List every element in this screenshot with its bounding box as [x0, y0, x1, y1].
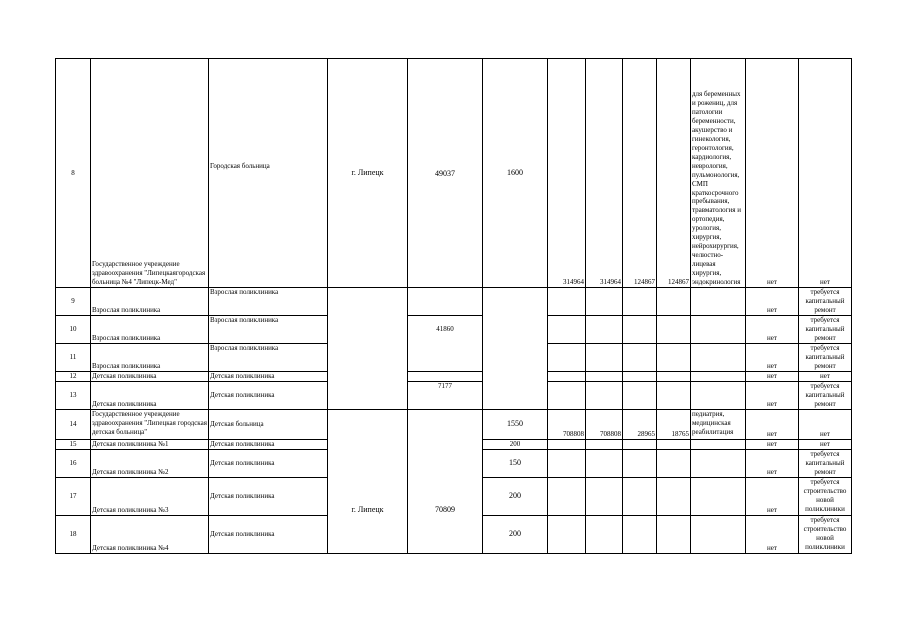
capacity-cell [483, 344, 548, 372]
status-cell: нет [799, 59, 852, 288]
unit-type: Детская поликлиника [209, 381, 328, 409]
profile-cell [691, 439, 746, 449]
value-cell [548, 344, 586, 372]
capacity-cell [483, 316, 548, 344]
status-cell: нет [746, 381, 799, 409]
table-row [56, 344, 852, 372]
row-number: 17 [56, 477, 91, 515]
value-cell [586, 449, 623, 477]
profile-cell [691, 449, 746, 477]
unit-type: Детская поликлиника [209, 515, 328, 553]
value-cell [548, 515, 586, 553]
value-cell [657, 344, 691, 372]
value-cell [623, 381, 657, 409]
institution-name: Детская поликлиника №4 [91, 515, 209, 553]
value-cell [623, 344, 657, 372]
unit-type: Городская больница [209, 59, 328, 288]
profile-cell: педиатрия, медицинская реабилитация [691, 409, 746, 439]
row-number: 10 [56, 316, 91, 344]
hospital-register-table [55, 58, 852, 554]
city-cell [328, 372, 408, 382]
institution-name: Детская поликлиника [91, 372, 209, 382]
status-cell: нет [746, 316, 799, 344]
status-cell: нет [746, 515, 799, 553]
value-cell: 28965 [623, 409, 657, 439]
capacity-cell [483, 372, 548, 382]
value-cell [657, 288, 691, 316]
profile-cell [691, 477, 746, 515]
institution-name: Взрослая поликлиника [91, 344, 209, 372]
value-cell [657, 449, 691, 477]
profile-cell [691, 515, 746, 553]
status-cell: нет [746, 439, 799, 449]
value-cell [586, 316, 623, 344]
table-row [56, 439, 852, 449]
status-cell: нет [746, 449, 799, 477]
city-cell [328, 288, 408, 316]
value-cell [657, 515, 691, 553]
value-cell [586, 477, 623, 515]
value-cell [657, 381, 691, 409]
city-cell [328, 409, 408, 439]
value-cell [657, 439, 691, 449]
population-cell [408, 288, 483, 316]
profile-cell [691, 372, 746, 382]
status-cell: требуется строительство новой поликлиники [799, 515, 852, 553]
city-cell [328, 344, 408, 372]
value-cell [548, 288, 586, 316]
city-cell [328, 449, 408, 477]
value-cell [657, 477, 691, 515]
value-cell [548, 477, 586, 515]
profile-cell [691, 288, 746, 316]
capacity-cell: 1600 [483, 59, 548, 288]
row-number: 11 [56, 344, 91, 372]
value-cell [623, 477, 657, 515]
value-cell [586, 381, 623, 409]
value-cell: 18765 [657, 409, 691, 439]
value-cell [657, 316, 691, 344]
status-cell: нет [746, 344, 799, 372]
value-cell: 314964 [548, 59, 586, 288]
value-cell [548, 316, 586, 344]
unit-type: Детская больница [209, 409, 328, 439]
status-cell: нет [799, 439, 852, 449]
value-cell [623, 316, 657, 344]
status-cell: требуется капитальный ремонт [799, 381, 852, 409]
population-cell [408, 449, 483, 477]
value-cell [548, 372, 586, 382]
value-cell [623, 449, 657, 477]
row-number: 8 [56, 59, 91, 288]
population-cell [408, 372, 483, 382]
value-cell [623, 439, 657, 449]
status-cell: нет [746, 372, 799, 382]
population-cell: 49037 [408, 59, 483, 288]
value-cell: 708808 [586, 409, 623, 439]
value-cell: 314964 [586, 59, 623, 288]
status-cell: нет [746, 288, 799, 316]
row-number: 16 [56, 449, 91, 477]
city-cell [328, 439, 408, 449]
status-cell: требуется капитальный ремонт [799, 288, 852, 316]
capacity-cell: 200 [483, 515, 548, 553]
institution-name: Детская поликлиника №2 [91, 449, 209, 477]
city-cell: г. Липецк [328, 477, 408, 515]
status-cell: нет [799, 409, 852, 439]
capacity-cell: 200 [483, 477, 548, 515]
population-cell: 41860 [408, 316, 483, 344]
table-row [56, 409, 852, 439]
table-row [56, 477, 852, 515]
city-cell [328, 515, 408, 553]
capacity-cell: 150 [483, 449, 548, 477]
value-cell [548, 381, 586, 409]
table-row [56, 372, 852, 382]
value-cell [586, 515, 623, 553]
row-number: 9 [56, 288, 91, 316]
institution-name: Детская поликлиника №3 [91, 477, 209, 515]
row-number: 12 [56, 372, 91, 382]
status-cell: требуется капитальный ремонт [799, 344, 852, 372]
value-cell [586, 372, 623, 382]
capacity-cell [483, 381, 548, 409]
capacity-cell: 1550 [483, 409, 548, 439]
value-cell [586, 344, 623, 372]
status-cell: требуется строительство новой поликлиники [799, 477, 852, 515]
population-cell [408, 344, 483, 372]
institution-name: Государственное учреждение здравоохранения "Липецкая городская детская больница" [91, 409, 209, 439]
status-cell: нет [746, 409, 799, 439]
status-cell: требуется капитальный ремонт [799, 449, 852, 477]
table-row [56, 381, 852, 409]
unit-type: Детская поликлиника [209, 449, 328, 477]
value-cell [623, 515, 657, 553]
value-cell [548, 439, 586, 449]
value-cell [623, 372, 657, 382]
table-row [56, 449, 852, 477]
row-number: 13 [56, 381, 91, 409]
unit-type: Взрослая поликлиника [209, 344, 328, 372]
table-row [56, 288, 852, 316]
city-cell [328, 381, 408, 409]
status-cell: нет [799, 372, 852, 382]
status-cell: нет [746, 477, 799, 515]
table-row [56, 59, 852, 288]
status-cell: требуется капитальный ремонт [799, 316, 852, 344]
city-cell: г. Липецк [328, 59, 408, 288]
population-cell: 70809 [408, 477, 483, 515]
unit-type: Детская поликлиника [209, 439, 328, 449]
institution-name: Взрослая поликлиника [91, 316, 209, 344]
value-cell: 124867 [657, 59, 691, 288]
capacity-cell: 200 [483, 439, 548, 449]
profile-cell [691, 344, 746, 372]
table-row [56, 515, 852, 553]
row-number: 18 [56, 515, 91, 553]
profile-cell [691, 316, 746, 344]
city-cell [328, 316, 408, 344]
value-cell: 124867 [623, 59, 657, 288]
unit-type: Взрослая поликлиника [209, 316, 328, 344]
institution-name: Взрослая поликлиника [91, 288, 209, 316]
institution-name: Государственное учреждение здравоохранения "Липецкаягородская больница №4 "Липецк-Мед" [91, 59, 209, 288]
institution-name: Детская поликлиника [91, 381, 209, 409]
population-cell [408, 515, 483, 553]
population-cell: 7177 [408, 381, 483, 409]
unit-type: Детская поликлиника [209, 477, 328, 515]
institution-name: Детская поликлиника №1 [91, 439, 209, 449]
value-cell [657, 372, 691, 382]
table-row [56, 316, 852, 344]
value-cell [586, 439, 623, 449]
status-cell: нет [746, 59, 799, 288]
row-number: 15 [56, 439, 91, 449]
row-number: 14 [56, 409, 91, 439]
capacity-cell [483, 288, 548, 316]
value-cell [548, 449, 586, 477]
value-cell [623, 288, 657, 316]
unit-type: Взрослая поликлиника [209, 288, 328, 316]
population-cell [408, 439, 483, 449]
value-cell [586, 288, 623, 316]
profile-cell: для беременных и рожениц, для патологии беременности, акушерство и гинекология, геронтология, кардиология, неврология, пульмонология, СМП краткосрочного пребывания, травматология и ортопедия, урология, хирургия, нейрохирургия, челюстно-лицевая хирургия, эндокринология [691, 59, 746, 288]
value-cell: 708808 [548, 409, 586, 439]
unit-type: Детская поликлиника [209, 372, 328, 382]
profile-cell [691, 381, 746, 409]
population-cell [408, 409, 483, 439]
